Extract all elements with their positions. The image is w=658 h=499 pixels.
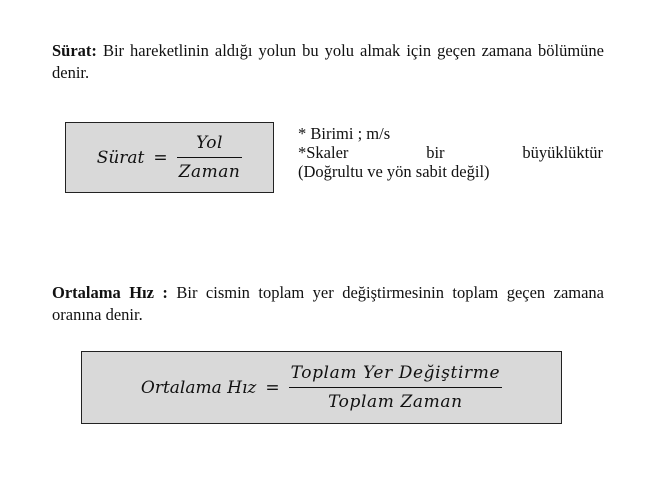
- ortalama-hiz-term: Ortalama Hız :: [52, 283, 168, 302]
- surat-term: Sürat:: [52, 41, 97, 60]
- ortalama-hiz-formula-lhs: Ortalama Hız: [140, 377, 257, 398]
- surat-note-direction: (Doğrultu ve yön sabit değil): [298, 162, 490, 181]
- surat-definition: [52, 40, 604, 84]
- surat-formula-equals: =: [153, 147, 168, 168]
- surat-note-unit: * Birimi ; m/s: [298, 124, 391, 143]
- ortalama-hiz-formula-box: [81, 351, 562, 424]
- surat-formula-denominator: Zaman: [178, 162, 241, 182]
- ortalama-hiz-formula-fraction: [289, 361, 502, 414]
- ortalama-hiz-definition: [52, 282, 604, 326]
- surat-notes: [298, 124, 603, 181]
- surat-formula-numerator: Yol: [196, 133, 223, 153]
- surat-formula-fraction-bar: [177, 157, 243, 158]
- surat-formula-fraction: [177, 131, 243, 184]
- surat-note-scalar: [298, 143, 603, 162]
- surat-note-scalar-word-2: bir: [426, 143, 445, 162]
- ortalama-hiz-formula-equals: =: [265, 377, 280, 398]
- surat-note-scalar-word-3: büyüklüktür: [522, 143, 603, 162]
- surat-formula-lhs: Sürat: [96, 147, 145, 168]
- ortalama-hiz-formula-denominator: Toplam Zaman: [328, 392, 463, 412]
- surat-note-scalar-word-1: *Skaler: [298, 143, 349, 162]
- ortalama-hiz-formula-numerator: Toplam Yer Değiştirme: [290, 363, 501, 383]
- surat-definition-text: Bir hareketlinin aldığı yolun bu yolu almak için geçen zamana bölümüne denir.: [52, 41, 604, 82]
- surat-formula-box: [65, 122, 274, 193]
- ortalama-hiz-definition-text: Bir cismin toplam yer değiştirmesinin toplam geçen zamana oranına denir.: [52, 283, 605, 324]
- ortalama-hiz-formula-fraction-bar: [289, 387, 502, 388]
